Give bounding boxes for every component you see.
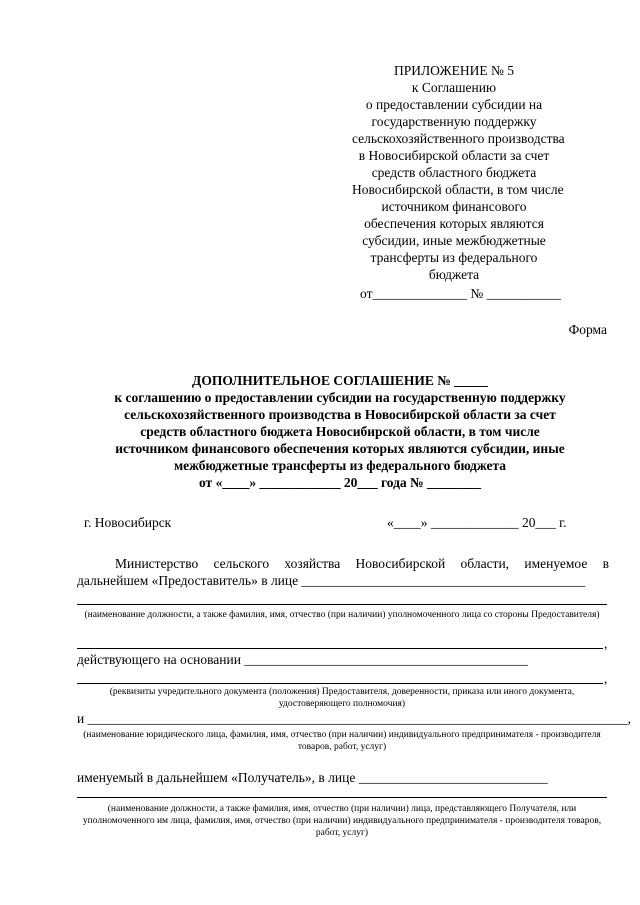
title-line: источником финансового обеспечения которых являются субсидии, иные	[115, 441, 565, 456]
title-line: к соглашению о предоставлении субсидии на государственную поддержку	[114, 390, 566, 405]
annex-line: трансферты из федерального	[370, 250, 538, 265]
basis-field[interactable]	[77, 683, 603, 684]
annex-line: сельскохозяйственного производства	[352, 131, 565, 146]
comma: ,	[604, 636, 608, 651]
annex-line: о предоставлении субсидии на	[365, 97, 543, 112]
provider-rep-field[interactable]	[77, 604, 607, 605]
title-line: ДОПОЛНИТЕЛЬНОЕ СОГЛАШЕНИЕ № _____	[192, 373, 488, 388]
annex-line: ПРИЛОЖЕНИЕ № 5	[393, 63, 515, 78]
annex-line: государственную поддержку	[371, 114, 537, 129]
comma: ,	[604, 671, 608, 686]
annex-line: источником финансового	[381, 199, 527, 214]
recipient-rep-field[interactable]	[77, 797, 607, 798]
intro-paragraph-line1: Министерство сельского хозяйства Новосибирской области, именуемое в	[115, 556, 609, 571]
title-line: межбюджетные трансферты из федерального бюджета	[173, 458, 507, 473]
acting-basis-line: действующего на основании __________________________________________	[77, 652, 528, 667]
note-recipient: (наименование юридического лица, фамилия, имя, отчество (при наличии) индивидуального предпринимателя - производителя товаров, работ, услуг)	[83, 730, 601, 752]
title-line: сельскохозяйственного производства в Новосибирской области за счет	[124, 407, 556, 422]
agreement-title	[70, 372, 610, 491]
signing-date: «____» _____________ 20___ г.	[387, 515, 567, 530]
title-line: средств областного бюджета Новосибирской области, в том числе	[140, 424, 540, 439]
annex-line: обеспечения которых являются	[364, 216, 544, 231]
intro-paragraph-line2: дальнейшем «Предоставитель» в лице __________________________________________	[77, 573, 585, 588]
annex-line: субсидии, иные межбюджетные	[362, 233, 546, 248]
annex-line: в Новосибирской области за счет	[358, 148, 550, 163]
annex-line: бюджета	[428, 267, 480, 282]
provider-rep-field-2[interactable]	[77, 648, 603, 649]
form-label: Форма	[568, 322, 607, 337]
annex-date-number: от______________ № ___________	[360, 286, 561, 301]
annex-line: средств областного бюджета	[371, 165, 537, 180]
title-line: от «____» ____________ 20___ года № ________	[198, 475, 481, 490]
annex-header	[352, 62, 565, 283]
annex-line: к Соглашению	[411, 80, 497, 95]
annex-line: Новосибирской области, в том числе	[352, 182, 564, 197]
note-provider: (наименование должности, а также фамилия, имя, отчество (при наличии) уполномоченного лица со стороны Предоставителя)	[84, 610, 600, 620]
recipient-rep-line: именуемый в дальнейшем «Получатель», в лице ____________________________	[77, 770, 548, 785]
note-basis: (реквизиты учредительного документа (положения) Предоставителя, доверенности, приказа или иного документа, удостоверяющего полномочия)	[109, 687, 575, 709]
city-label: г. Новосибирск	[84, 515, 172, 530]
recipient-name-line: и ________________________________________________________________________________,	[77, 711, 631, 726]
note-recipient-rep: (наименование должности, а также фамилия, имя, отчество (при наличии) лица, представляющего Получателя, или уполномоченного им лица, фамилия, имя, отчество (при наличии) индивидуального предпринимателя - производителя товаров, работ, услуг)	[82, 804, 602, 838]
